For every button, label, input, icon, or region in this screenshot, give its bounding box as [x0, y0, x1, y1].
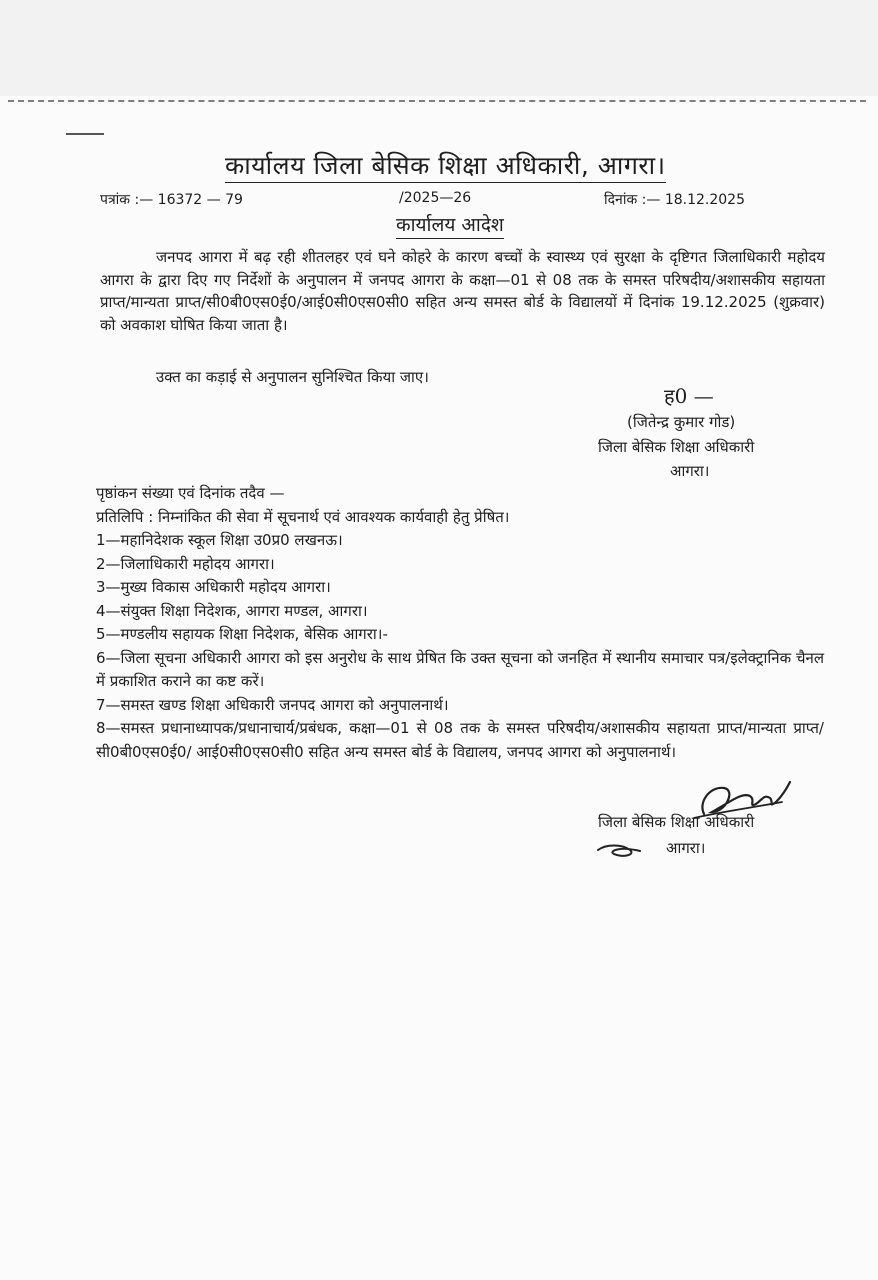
list-item: 1—महानिदेशक स्कूल शिक्षा उ0प्र0 लखनऊ। — [96, 531, 343, 549]
signatory-2-designation: जिला बेसिक शिक्षा अधिकारी — [598, 813, 755, 831]
order-body-2 — [100, 366, 825, 389]
endorsement-heading: पृष्ठांकन संख्या एवं दिनांक तदैव — — [96, 484, 285, 502]
list-item: 8—समस्त प्रधानाध्यापक/प्रधानाचार्य/प्रबंधक, कक्षा—01 से 08 तक के समस्त परिषदीय/अशासकीय सहायता प्राप्त/मान्यता प्राप्त/सी0बी0एस0ई0/ आई0सी0एस0सी0 सहित अन्य समस्त बोर्ड के विद्यालय, जनपद आगरा को अनुपालनार्थ। — [96, 719, 824, 761]
list-item: 7—समस्त खण्ड शिक्षा अधिकारी जनपद आगरा को अनुपालनार्थ। — [96, 695, 449, 714]
copy-to-line: प्रतिलिपि : निम्नांकित की सेवा में सूचनार्थ एवं आवश्यक कार्यवाही हेतु प्रेषित। — [96, 507, 510, 526]
viewer-top-bar — [0, 0, 878, 96]
list-item: 3—मुख्य विकास अधिकारी महोदय आगरा। — [96, 578, 331, 596]
signatory-place: आगरा। — [670, 462, 710, 480]
signatory-name: (जितेन्द्र कुमार गोड) — [627, 413, 736, 431]
endorsement-list — [96, 482, 824, 764]
office-title: कार्यालय जिला बेसिक शिक्षा अधिकारी, आगरा। — [225, 150, 666, 183]
margin-dash — [66, 133, 104, 135]
order-title: कार्यालय आदेश — [396, 212, 504, 239]
session-year: /2025—26 — [399, 190, 472, 206]
signatory-designation: जिला बेसिक शिक्षा अधिकारी — [598, 438, 755, 456]
letter-number: पत्रांक :— 16372 — 79 — [100, 192, 243, 208]
order-body — [100, 246, 825, 336]
top-torn-edge — [8, 100, 866, 102]
order-paragraph-2: उक्त का कड़ाई से अनुपालन सुनिश्चित किया जाए। — [156, 368, 429, 386]
signatory-2-place: आगरा। — [666, 839, 706, 857]
signature-initials: ह0 — — [664, 384, 714, 408]
list-item: 5—मण्डलीय सहायक शिक्षा निदेशक, बेसिक आगरा।- — [96, 625, 388, 643]
letter-date: दिनांक :— 18.12.2025 — [604, 192, 745, 208]
initial-scribble — [596, 842, 646, 860]
list-item: 4—संयुक्त शिक्षा निदेशक, आगरा मण्डल, आगरा। — [96, 601, 368, 620]
list-item: 2—जिलाधिकारी महोदय आगरा। — [96, 554, 275, 573]
order-paragraph-1: जनपद आगरा में बढ़ रही शीतलहर एवं घने कोहरे के कारण बच्चों के स्वास्थ्य एवं सुरक्षा के दृष्टिगत जिलाधिकारी महोदय आगरा के द्वारा दिए गए निर्देशों के अनुपालन में जनपद आगरा के कक्षा—01 से 08 तक के समस्त परिषदीय/अशासकीय सहायता प्राप्त/मान्यता प्राप्त/सी0बी0एस0ई0/आई0सी0एस0सी0 सहित अन्य समस्त बोर्ड के विद्यालयों में दिनांक 19.12.2025 (शुक्रवार) को अवकाश घोषित किया जाता है। — [100, 248, 825, 334]
list-item: 6—जिला सूचना अधिकारी आगरा को इस अनुरोध के साथ प्रेषित कि उक्त सूचना को जनहित में स्थानीय समाचार पत्र/इलेक्ट्रानिक चैनल में प्रकाशित कराने का कष्ट करें। — [96, 648, 824, 690]
